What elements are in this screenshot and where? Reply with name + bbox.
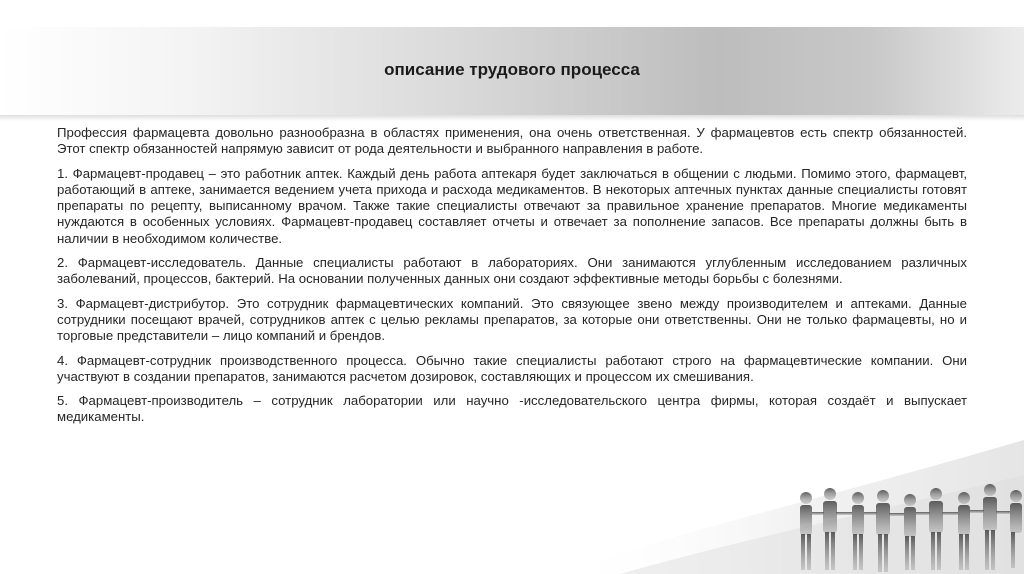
slide-title: описание трудового процесса [384,60,640,79]
paragraph-item-3: 3. Фармацевт-дистрибутор. Это сотрудник фармацевтических компаний. Это связующее звено между производителем и аптеками. Данные сотрудники посещают врачей, сотрудников аптек с целью рекламы препаратов, за которые они ответственны. Они не только фармацевты, но и торговые представители – лицо компаний и брендов. [57,295,967,344]
paragraph-intro: Профессия фармацевта довольно разнообразна в областях применения, она очень ответственная. У фармацевтов есть спектр обязанностей. Этот спектр обязанностей напрямую зависит от рода деятельности и выбранного направления в работе. [57,125,967,157]
paragraph-item-5: 5. Фармацевт-производитель – сотрудник лаборатории или научно -исследовательского центра фирмы, которая создаёт и выпускает медикаменты. [57,393,967,425]
business-people-silhouettes-icon [560,380,1024,574]
paragraph-item-2: 2. Фармацевт-исследователь. Данные специалисты работают в лабораториях. Они занимаются углубленным исследованием различных заболеваний, процессов, бактерий. На основании полученных данных они создают эффективные методы борьбы с болезнями. [57,255,967,287]
title-band-shadow [0,115,1024,121]
paragraph-item-4: 4. Фармацевт-сотрудник производственного процесса. Обычно такие специалисты работают строго на фармацевтические компании. Они участвуют в создании препаратов, занимаются расчетом дозировок, составляющих и процессом их смешивания. [57,352,967,384]
paragraph-item-1: 1. Фармацевт-продавец – это работник аптек. Каждый день работа аптекаря будет заключаться в общении с людьми. Помимо этого, фармацевт, работающий в аптеке, занимается ведением учета прихода и расхода медикаментов. В некоторых аптечных пунктах данные специалисты готовят препараты по рецепту, выписанному врачом. Также такие специалисты отвечают за правильное хранение препаратов. Многие медикаменты нуждаются в особенных условиях. Фармацевт-продавец составляет отчеты и отвечает за пополнение запасов. Все препараты должны быть в наличии в необходимом количестве. [57,165,967,246]
